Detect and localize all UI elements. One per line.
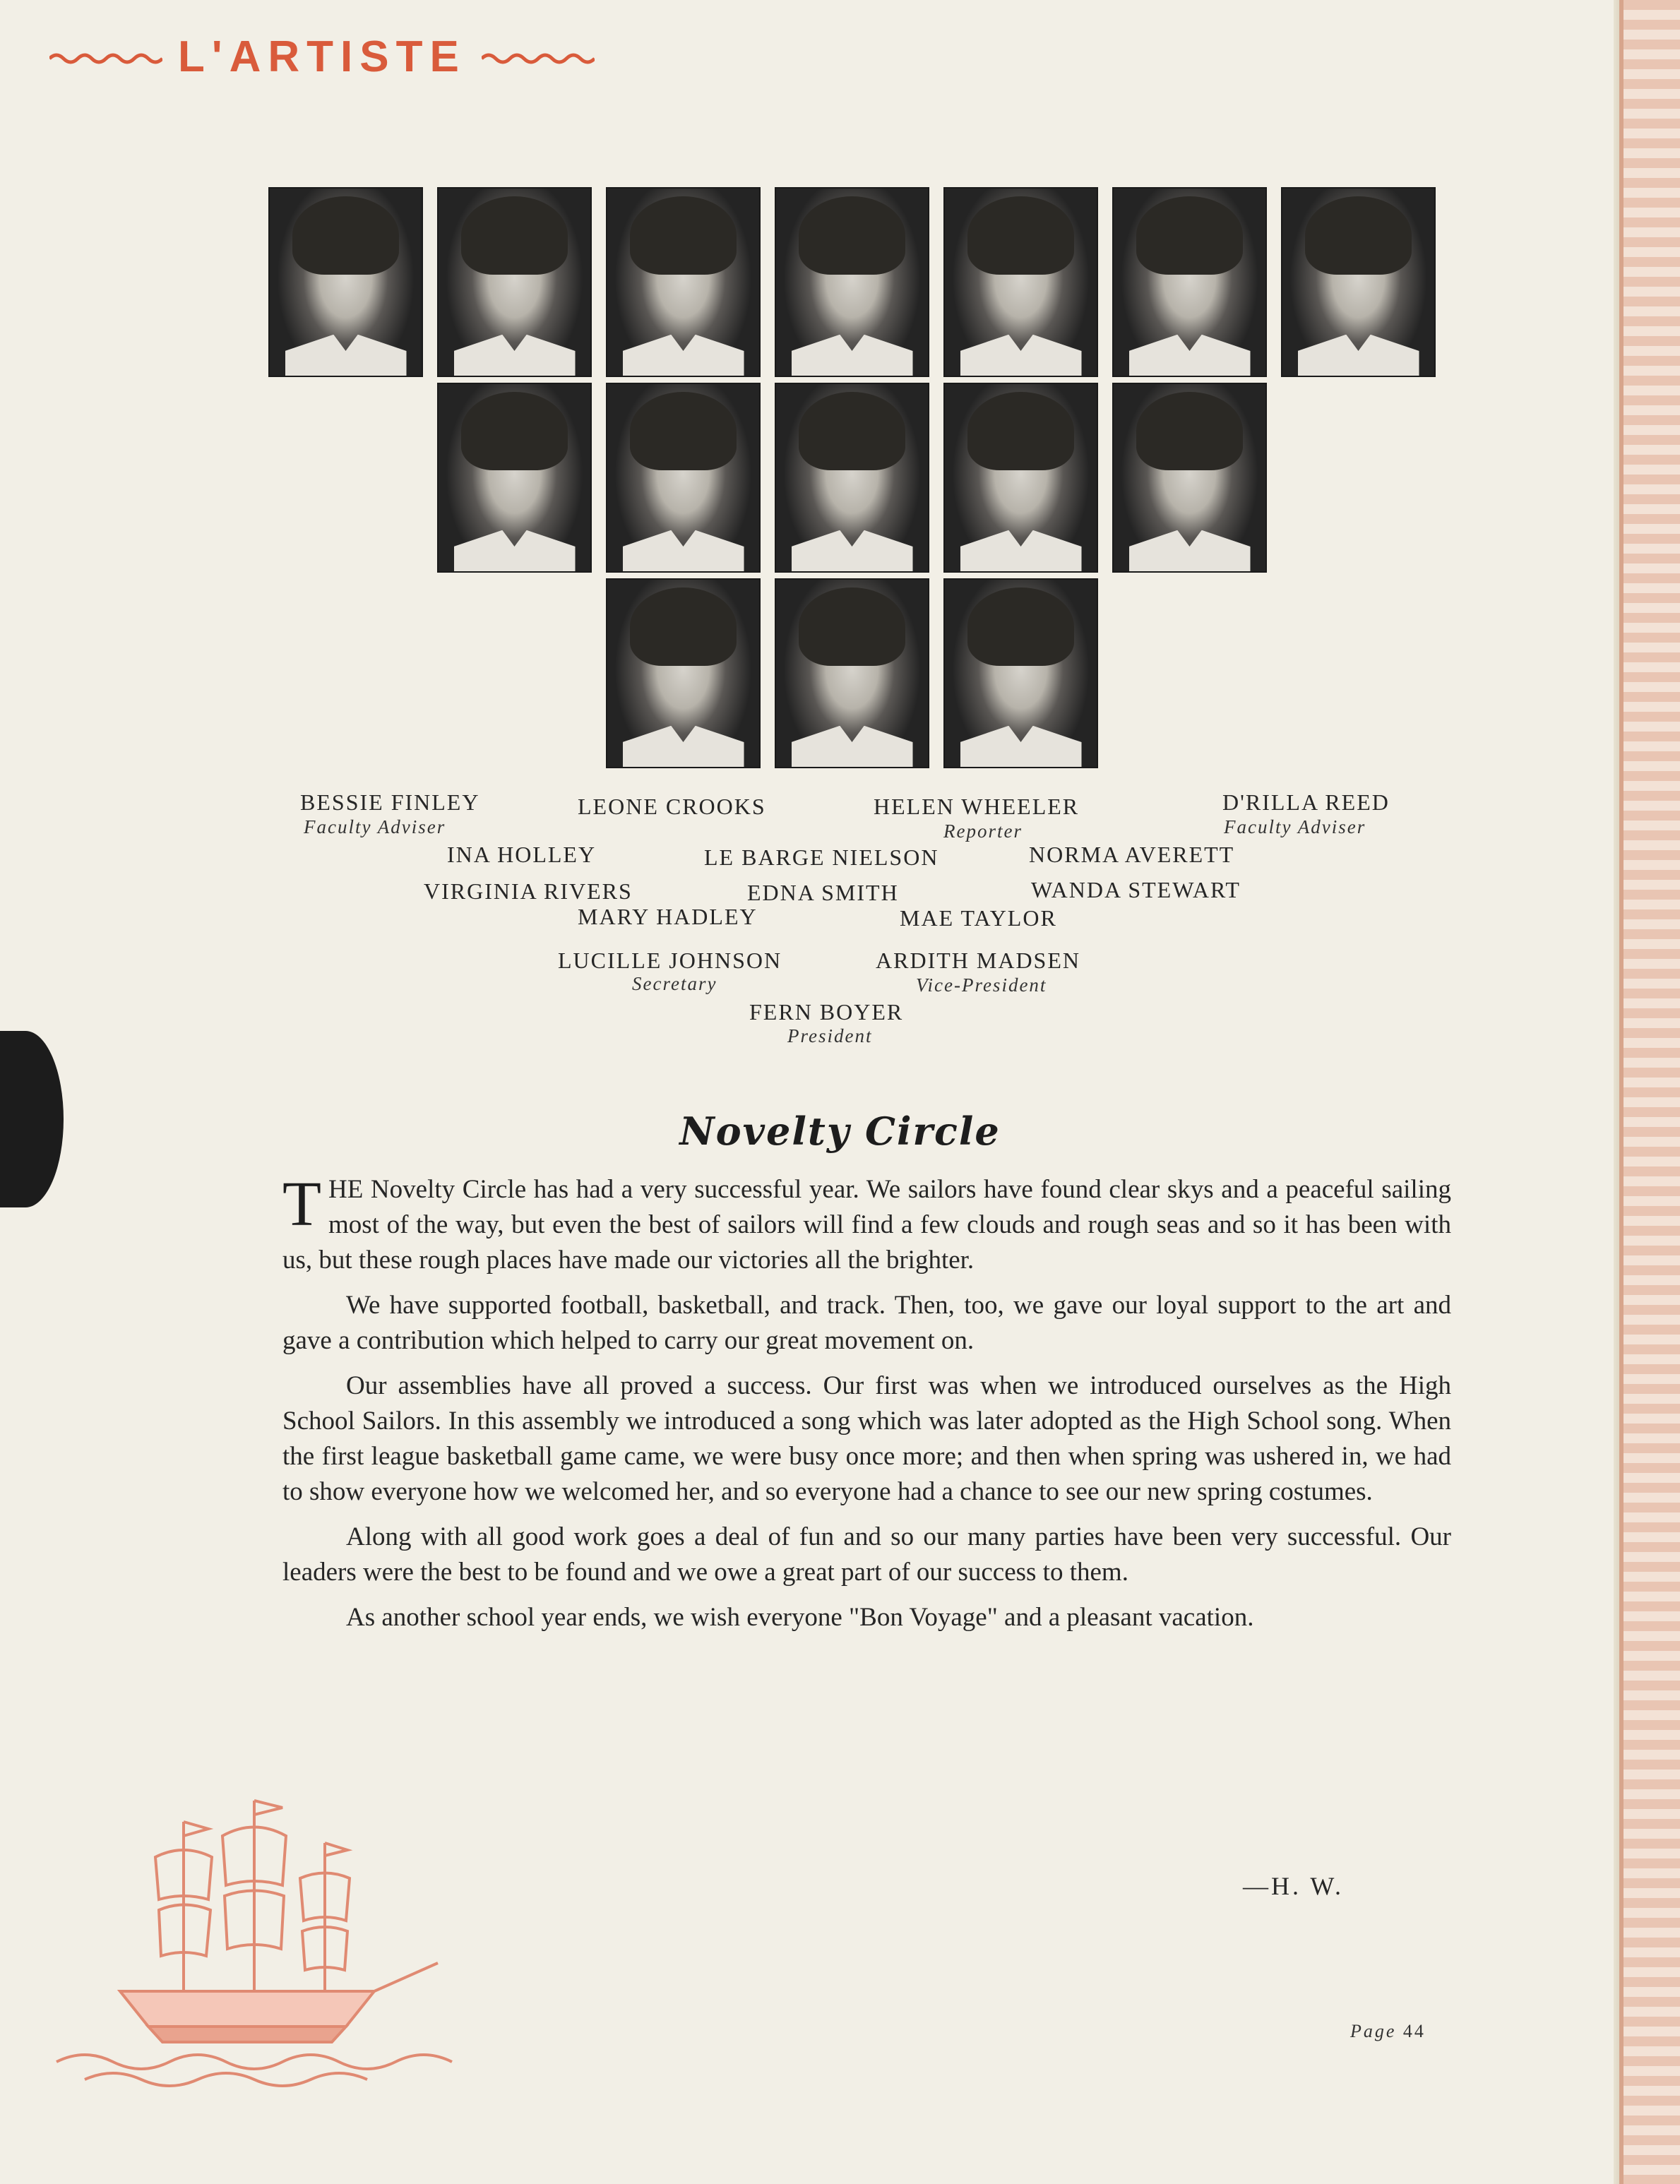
book-page-edge: [1619, 0, 1680, 2184]
page-label: Page: [1350, 2021, 1397, 2041]
member-portrait: [1112, 383, 1267, 573]
article-body: [282, 1169, 1451, 1645]
member-name: HELEN WHEELER: [874, 794, 1080, 819]
article-paragraph: Our assemblies have all proved a success. Our first was when we introduced ourselves as the High School Sailors. In this assembly we introduced a song which was later adopted as the High School song. When the first league basketball game came, we were busy once more; and then when spring was ushered in, we had to show everyone how we welcomed her, and so everyone had a chance to see our new spring costumes.: [282, 1371, 1451, 1506]
member-name: FERN BOYER: [749, 999, 904, 1025]
wave-ornament-left: [49, 46, 162, 67]
member-portrait: [775, 383, 929, 573]
member-portrait: [775, 578, 929, 768]
page-number-value: 44: [1402, 2021, 1426, 2041]
member-name: LEONE CROOKS: [578, 794, 766, 819]
member-name: BESSIE FINLEY: [300, 789, 480, 815]
member-portrait: [606, 578, 761, 768]
publication-title: L'ARTISTE: [178, 32, 466, 81]
page-number: [1350, 2021, 1426, 2042]
article-paragraph: THE Novelty Circle has had a very successful year. We sailors have found clear skys and a peaceful sailing most of the way, but even the best of sailors will find a few clouds and rough seas and so it has been with us, but these rough places have made our victories all the brighter.: [282, 1169, 1451, 1275]
member-portrait: [1281, 187, 1436, 377]
member-name: LUCILLE JOHNSON: [558, 948, 782, 973]
member-name: MAE TAYLOR: [900, 905, 1057, 931]
member-name: WANDA STEWART: [1031, 877, 1241, 902]
member-portrait: [775, 187, 929, 377]
member-name: LE BARGE NIELSON: [704, 845, 939, 870]
member-portrait: [943, 187, 1098, 377]
member-role: President: [787, 1025, 873, 1046]
member-portrait: [606, 383, 761, 573]
member-portrait: [437, 187, 592, 377]
member-portrait: [268, 187, 423, 377]
member-portrait: [1112, 187, 1267, 377]
member-role: Faculty Adviser: [1224, 816, 1366, 837]
page-header: [49, 28, 595, 85]
member-portrait: [606, 187, 761, 377]
article-paragraph: Along with all good work goes a deal of fun and so our many parties have been very successful. Our leaders were the best to be found and we owe a great part of our success to them.: [282, 1522, 1451, 1587]
article-paragraph: We have supported football, basketball, and track. Then, too, we gave our loyal support to the art and gave a contribution which helped to carry our great movement on.: [282, 1291, 1451, 1355]
sailing-ship-illustration: [42, 1779, 466, 2090]
member-role: Secretary: [632, 973, 717, 994]
member-name: EDNA SMITH: [747, 880, 899, 905]
article-title: Novelty Circle: [679, 1109, 1001, 1154]
member-name: NORMA AVERETT: [1029, 842, 1235, 867]
member-portrait: [943, 578, 1098, 768]
member-name: ARDITH MADSEN: [876, 948, 1080, 973]
member-portrait: [437, 383, 592, 573]
member-role: Faculty Adviser: [304, 816, 446, 837]
wave-ornament-right: [482, 46, 595, 67]
author-signature: —H. W.: [1243, 1872, 1345, 1900]
member-name: MARY HADLEY: [578, 904, 758, 929]
member-name: INA HOLLEY: [447, 842, 597, 867]
member-role: Reporter: [943, 821, 1023, 842]
article-paragraph: As another school year ends, we wish everyone "Bon Voyage" and a pleasant vacation.: [346, 1603, 1254, 1632]
member-photo-grid: [268, 187, 1455, 766]
member-name: D'RILLA REED: [1222, 789, 1390, 815]
member-name: VIRGINIA RIVERS: [424, 878, 633, 904]
member-portrait: [943, 383, 1098, 573]
drop-cap: T: [282, 1169, 321, 1239]
member-role: Vice-President: [916, 974, 1047, 996]
